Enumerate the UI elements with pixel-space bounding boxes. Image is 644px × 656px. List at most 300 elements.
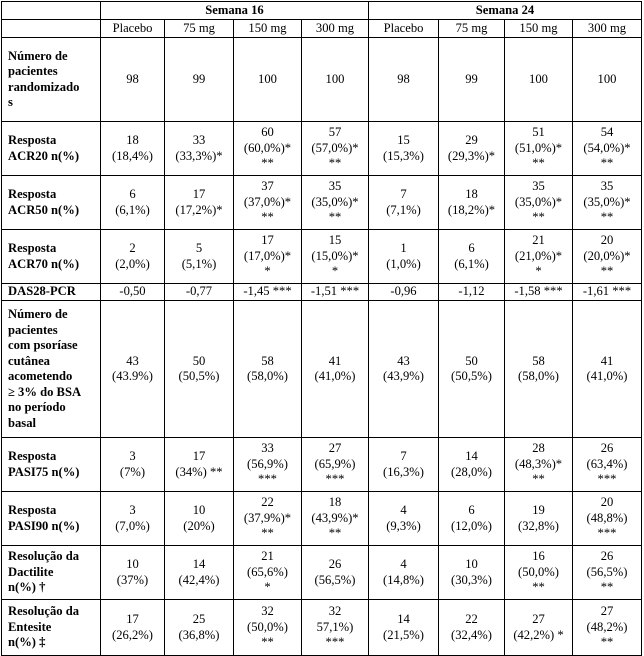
value-line: *** [258,472,277,487]
value-line: -0,77 [185,284,213,299]
row-label-line: Dactilite [8,564,54,579]
value-line: (28,0%) [451,464,492,479]
value-line: 3 [129,503,136,517]
value-line: ** [328,526,342,541]
value-cell [165,230,234,284]
group-header-semana-16: Semana 16 [101,2,369,20]
row-label-line: n(%) † [8,580,46,595]
value-line: (18,2%)* [447,202,496,217]
value-line: 27 [600,604,614,619]
value-line: 33 [261,441,274,456]
table-row [2,122,642,176]
table-row [2,38,642,122]
value-line: (42,2%) * [513,627,564,642]
table-row [2,438,642,492]
value-line: (33,3%)* [175,148,223,163]
corner-cell [2,20,101,38]
value-line: 14 [192,557,206,571]
value-line: 29 [465,133,478,147]
value-cell [439,284,505,301]
value-cell [234,492,302,546]
value-line: (54,0%)* [583,140,631,155]
value-line: 100 [258,71,277,86]
value-line: 58 [532,353,545,368]
row-label-line: Resposta [8,503,57,517]
table-row [2,284,642,301]
value-line: 4 [400,557,407,571]
value-line: (30,3%) [451,572,492,587]
value-line: -1,61 *** [582,284,632,299]
value-cell [101,122,165,176]
value-cell [165,38,234,122]
row-label-line: Resposta [8,133,57,147]
row-label-line: acometendo [8,369,73,383]
value-cell [101,176,165,230]
value-line: (48,3%)* [514,456,563,471]
row-label [2,301,101,438]
value-line: 18 [328,495,342,510]
value-line: (50,5%) [178,369,220,383]
dose-header: 150 mg [505,20,573,38]
value-cell [439,546,505,600]
value-line: * [331,264,339,279]
value-cell [439,492,505,546]
value-cell [101,492,165,546]
value-line: 15 [397,133,410,147]
value-cell [439,122,505,176]
value-cell [573,301,642,438]
table-row [2,301,642,438]
value-line: 26 [600,549,614,564]
value-line: -1,12 [458,284,485,299]
value-cell [505,492,573,546]
value-line: 58 [261,353,274,368]
value-line: 57,1%) [316,619,354,634]
value-line: 99 [465,71,478,86]
row-label [2,600,101,656]
value-cell [234,38,302,122]
value-cell [234,284,302,301]
row-label [2,176,101,230]
value-cell [101,546,165,600]
row-label-line: PASI90 n(%) [8,518,80,533]
value-line: 26 [600,441,614,456]
value-cell [369,230,439,284]
value-line: -1,45 *** [243,284,292,299]
value-cell [302,492,369,546]
value-line: (37%) [116,572,149,587]
row-label [2,38,101,122]
value-line: (17,0%)* [243,248,292,263]
value-line: 18 [126,133,139,147]
value-line: 19 [532,503,545,517]
value-line: ** [532,472,545,487]
value-cell [101,230,165,284]
table-row [2,230,642,284]
value-line: 100 [597,71,617,86]
value-line: (48,2%) [586,619,628,634]
value-line: 50 [192,353,206,368]
value-line: (7,1%) [386,202,421,217]
value-cell [369,122,439,176]
efficacy-table [1,1,642,656]
value-cell [505,301,573,438]
row-label-line: Entesite [8,619,52,634]
row-label-line: randomizado [8,79,80,94]
value-line: (41,0%) [586,369,628,383]
value-cell [573,492,642,546]
value-line: (36,8%) [178,627,220,642]
value-line: 6 [129,187,136,201]
value-line: 50 [465,353,478,368]
value-line: (21,0%)* [514,248,563,263]
value-line: 25 [192,612,206,626]
value-line: 26 [328,557,342,571]
value-cell [505,600,573,656]
value-line: ** [261,210,274,225]
value-line: 22 [261,495,274,510]
value-cell [101,600,165,656]
value-line: (56,5%) [586,564,628,579]
value-line: (41,0%) [314,369,356,383]
value-line: (20,0%)* [583,248,631,263]
row-label [2,438,101,492]
value-line: 6 [468,503,475,517]
value-cell [165,492,234,546]
value-line: ** [600,264,614,279]
value-cell [573,600,642,656]
value-line: 32 [261,604,274,619]
value-line: (1,0%) [386,256,421,271]
value-line: 35 [532,179,545,194]
value-line: (14,8%) [383,572,424,587]
table-body [2,38,642,656]
value-line: 18 [465,187,478,201]
value-cell [505,122,573,176]
row-label [2,230,101,284]
value-line: (50,0%) [247,619,288,634]
value-line: 17 [261,233,274,248]
value-line: (6,1%) [454,256,489,271]
value-cell [573,38,642,122]
value-cell [505,38,573,122]
value-line: *** [325,635,345,650]
corner-cell [2,2,101,20]
row-label-line: DAS28-PCR [8,284,76,299]
value-cell [439,38,505,122]
value-line: 37 [261,179,274,194]
row-label-line: ≥ 3% do BSA [8,384,82,399]
value-line: (17,2%)* [175,202,223,217]
value-line: * [264,264,271,279]
value-line: (20%) [183,518,215,533]
value-cell [302,230,369,284]
row-label-line: com psoríase [8,338,78,352]
dose-header: 300 mg [573,20,642,38]
value-line: (34%) ** [175,464,223,479]
value-line: 14 [397,612,410,626]
value-cell [165,438,234,492]
row-label [2,122,101,176]
value-line: (7,0%) [115,518,150,533]
value-line: ** [600,580,614,595]
row-label [2,284,101,301]
value-line: 16 [532,549,545,564]
value-line: 17 [126,612,139,626]
value-line: (50,5%) [451,369,492,383]
row-label-line: Resolução da [8,604,80,619]
value-line: (6,1%) [115,202,150,217]
dose-header: 75 mg [439,20,505,38]
value-line: ** [532,210,545,225]
value-line: (50,0%) [518,564,559,579]
value-cell [234,301,302,438]
value-line: *** [597,526,617,541]
value-line: 10 [126,557,139,571]
value-line: *** [597,472,617,487]
value-line: ** [600,156,614,171]
group-header-row [2,2,642,20]
value-cell [302,176,369,230]
value-line: (32,4%) [451,627,492,642]
value-cell [369,600,439,656]
value-cell [165,122,234,176]
dose-header: Placebo [369,20,439,38]
value-line: 99 [192,71,206,86]
dose-header: 300 mg [302,20,369,38]
row-label-line: ACR50 n(%) [8,202,80,217]
value-cell [165,546,234,600]
value-cell [573,438,642,492]
value-line: *** [325,472,345,487]
row-label-line: ACR70 n(%) [8,256,80,271]
value-line: (9,3%) [386,518,421,533]
value-line: (35,0%)* [583,194,631,209]
value-line: 1 [400,241,407,255]
value-line: 54 [600,125,614,140]
row-label-line: cutânea [8,353,50,368]
value-line: 41 [328,353,342,368]
value-cell [573,176,642,230]
value-line: 43 [126,353,139,368]
value-line: 21 [261,549,274,564]
value-cell [439,600,505,656]
value-line: 35 [328,179,342,194]
value-cell [302,600,369,656]
value-line: 32 [328,604,342,619]
value-cell [439,230,505,284]
value-line: (2,0%) [115,256,150,271]
value-line: 60 [261,125,274,140]
value-line: 2 [129,241,136,255]
value-line: 41 [600,353,614,368]
value-line: (56,5%) [314,572,356,587]
value-cell [234,230,302,284]
value-line: * [535,264,542,279]
value-cell [234,176,302,230]
value-cell [369,176,439,230]
row-label-line: Resposta [8,187,57,201]
value-line: 100 [325,71,345,86]
value-line: 17 [192,187,206,201]
value-line: (65,9%) [314,456,356,471]
value-line: 98 [397,71,410,86]
value-line: 20 [600,233,614,248]
row-label-line: Número de [8,48,68,63]
value-cell [439,301,505,438]
value-line: (18,4%) [112,148,153,163]
value-cell [302,301,369,438]
value-line: (65,6%) [247,564,288,579]
row-label [2,546,101,600]
value-cell [505,438,573,492]
value-cell [234,546,302,600]
table-row [2,492,642,546]
value-cell [505,176,573,230]
value-line: 6 [468,241,475,255]
value-cell [302,38,369,122]
value-cell [302,438,369,492]
group-header-semana-24: Semana 24 [369,2,642,20]
value-cell [234,122,302,176]
value-line: ** [261,526,274,541]
value-line: (43,9%)* [311,510,359,525]
value-line: (29,3%)* [447,148,496,163]
value-line: (43,9%) [383,369,424,383]
value-line: 27 [532,612,545,626]
row-label-line: pacientes [8,64,58,78]
row-label-line: ACR20 n(%) [8,148,80,163]
row-label [2,492,101,546]
value-line: 22 [465,612,478,626]
value-cell [165,301,234,438]
value-line: 10 [465,557,478,571]
row-label-line: basal [8,415,36,430]
value-line: 51 [532,125,545,140]
value-line: (16,3%) [383,464,424,479]
value-cell [369,284,439,301]
row-label-line: PASI75 n(%) [8,464,80,479]
value-line: * [264,580,271,595]
value-line: ** [328,210,342,225]
value-line: 27 [328,441,342,456]
value-line: 5 [195,241,203,255]
value-cell [101,301,165,438]
value-cell [101,284,165,301]
value-line: ** [600,635,614,650]
row-label-line: n(%) ‡ [8,635,46,650]
row-label-line: Resolução da [8,549,80,564]
value-cell [369,492,439,546]
row-label-line: Resposta [8,449,57,463]
value-line: ** [261,156,274,171]
value-line: (48,8%) [586,510,628,525]
value-line: 15 [328,233,342,248]
value-line: 3 [129,449,136,463]
dose-header-row [2,20,642,38]
value-line: (58,0%) [518,369,559,383]
value-line: 21 [532,233,545,248]
value-cell [369,301,439,438]
value-line: 28 [532,441,545,456]
dose-header: 75 mg [165,20,234,38]
value-line: (21,5%) [383,627,424,642]
value-line: 100 [529,71,548,86]
value-line: (35,0%)* [514,194,563,209]
value-cell [369,38,439,122]
value-line: (63,4%) [586,456,628,471]
value-line: (51,0%)* [514,140,563,155]
value-line: 57 [328,125,342,140]
value-line: 20 [600,495,614,510]
value-line: 10 [192,503,206,517]
value-line: ** [532,580,545,595]
value-cell [165,176,234,230]
value-line: ** [532,156,545,171]
value-line: (42,4%) [178,572,220,587]
row-label-line: no período [8,400,66,414]
value-cell [165,284,234,301]
value-cell [573,284,642,301]
value-line: -1,51 *** [310,284,360,299]
value-cell [369,438,439,492]
value-cell [439,176,505,230]
value-line: (37,9%)* [243,510,292,525]
value-line: 33 [192,133,206,147]
value-cell [369,546,439,600]
value-line: (12,0%) [451,518,492,533]
row-label-line: s [8,95,13,109]
value-cell [101,438,165,492]
value-cell [573,122,642,176]
value-cell [101,38,165,122]
table-row [2,600,642,656]
value-cell [234,438,302,492]
value-cell [302,284,369,301]
value-line: (58,0%) [247,369,288,383]
value-cell [573,546,642,600]
value-cell [505,230,573,284]
value-line: (32,8%) [518,518,559,533]
value-line: (60,0%)* [243,140,292,155]
value-line: 17 [192,449,206,463]
value-line: 7 [400,449,407,463]
value-line: ** [600,210,614,225]
value-line: (57,0%)* [311,140,359,155]
dose-header: 150 mg [234,20,302,38]
value-line: (37,0%)* [243,194,292,209]
row-label-line: Resposta [8,241,57,255]
value-line: -1,58 *** [514,284,563,299]
value-line: -0,50 [119,284,146,299]
value-cell [505,284,573,301]
row-label-line: pacientes [8,322,58,337]
value-line: 4 [400,503,407,517]
value-line: 7 [400,187,407,201]
value-cell [573,230,642,284]
value-cell [234,600,302,656]
value-line: -0,96 [390,284,417,299]
value-line: (26,2%) [112,627,153,642]
value-cell [439,438,505,492]
value-line: (5,1%) [181,256,217,271]
value-line: 43 [397,353,410,368]
value-cell [302,122,369,176]
value-line: ** [328,156,342,171]
value-line: (7%) [119,464,146,479]
value-line: 14 [465,449,478,463]
table-row [2,546,642,600]
